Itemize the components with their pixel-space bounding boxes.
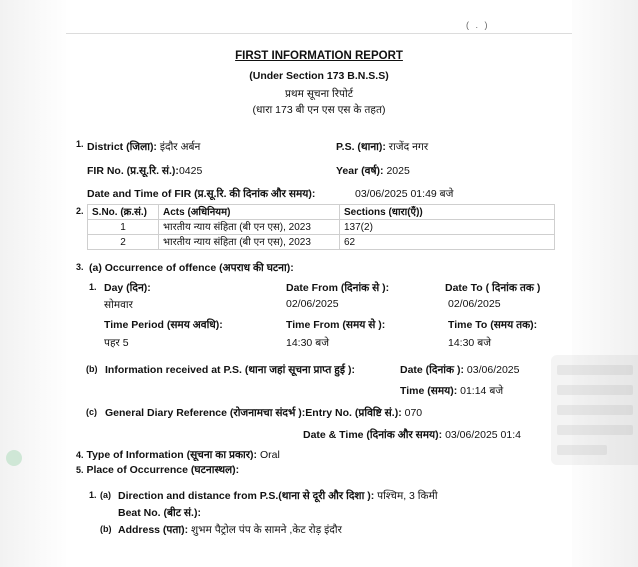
section4-row xyxy=(76,448,280,462)
occurrence-label: (a) Occurrence of offence (अपराध की घटना): xyxy=(89,262,294,274)
place-sub-number: 1. xyxy=(89,490,97,500)
direction-label: Direction and distance from P.S.(थाना से दूरी और दिशा ): xyxy=(118,490,375,502)
address-marker: (b) xyxy=(100,524,112,534)
overlay-line xyxy=(557,425,633,435)
district-row xyxy=(87,140,200,154)
ps-label: P.S. (थाना): xyxy=(336,141,386,153)
acts-cell-act: भारतीय न्याय संहिता (बी एन एस), 2023 xyxy=(159,220,340,235)
acts-cell-section: 137(2) xyxy=(340,220,555,235)
report-subtitle-hi-section: (धारा 173 बी एन एस एस के तहत) xyxy=(252,104,386,116)
year-label: Year (वर्ष): xyxy=(336,165,384,177)
overlay-line xyxy=(557,365,633,375)
acts-cell-section: 62 xyxy=(340,235,555,250)
fir-label: FIR No. (प्र.सू.रि. सं.): xyxy=(87,165,179,177)
time-period-value: पहर 5 xyxy=(104,337,129,349)
fir-datetime-label: Date and Time of FIR (प्र.सू.रि. की दिनांक और समय): xyxy=(87,188,316,200)
info-type-label: Type of Information (सूचना का प्रकार): xyxy=(86,449,258,461)
report-subtitle-en: (Under Section 173 B.N.S.S) xyxy=(249,70,389,82)
gd-datetime-row xyxy=(303,428,521,442)
gd-datetime-label: Date & Time (दिनांक और समय): xyxy=(303,429,443,441)
acts-header-sno: S.No. (क्र.सं.) xyxy=(88,205,159,220)
info-date-label: Date (दिनांक ): xyxy=(400,364,464,376)
page-top-divider xyxy=(66,33,572,34)
entry-label: Entry No. (प्रविष्टि सं.): xyxy=(305,407,402,419)
info-time-row xyxy=(400,384,503,398)
section5-row xyxy=(76,463,239,477)
direction-marker: (a) xyxy=(100,490,111,500)
overlay-line xyxy=(557,445,607,455)
section5-number: 5. xyxy=(76,465,84,475)
year-value: 2025 xyxy=(386,165,410,177)
ps-value: राजेंद नगर xyxy=(388,141,429,153)
ps-row xyxy=(336,140,428,154)
acts-cell-act: भारतीय न्याय संहिता (बी एन एस), 2023 xyxy=(159,235,340,250)
place-label: Place of Occurrence (घटनास्थल): xyxy=(86,464,240,476)
fir-row xyxy=(87,164,202,178)
acts-header-sections: Sections (धारा(एँ)) xyxy=(340,205,555,220)
gd-label: General Diary Reference (रोजनामचा संदर्भ ): xyxy=(105,407,306,419)
date-from-value: 02/06/2025 xyxy=(286,298,339,310)
overlay-line xyxy=(557,405,633,415)
direction-row xyxy=(118,489,438,503)
info-time-value: 01:14 बजे xyxy=(460,385,504,397)
report-subtitle-hi: प्रथम सूचना रिपोर्ट xyxy=(284,88,354,100)
overlay-line xyxy=(557,385,633,395)
acts-table xyxy=(87,204,555,250)
section2-number: 2. xyxy=(76,206,84,216)
year-row xyxy=(336,164,410,178)
section3-number: 3. xyxy=(76,262,84,272)
info-date-row xyxy=(400,363,519,377)
report-title: FIRST INFORMATION REPORT xyxy=(235,50,403,62)
section4-number: 4. xyxy=(76,450,84,460)
notification-overlay xyxy=(551,355,638,465)
fir-datetime-value: 03/06/2025 01:49 बजे xyxy=(355,188,454,200)
info-type-value: Oral xyxy=(259,449,280,461)
date-from-label: Date From (दिनांक से ): xyxy=(286,282,390,294)
gd-datetime-value: 03/06/2025 01:4 xyxy=(445,429,521,441)
day-value: सोमवार xyxy=(104,299,133,311)
time-to-label: Time To (समय तक): xyxy=(448,319,538,331)
district-label: District (जिला): xyxy=(87,141,157,153)
info-date-value: 03/06/2025 xyxy=(466,364,520,376)
table-row xyxy=(88,235,555,250)
date-to-label: Date To ( दिनांक तक ) xyxy=(445,282,541,294)
address-row xyxy=(118,523,342,537)
acts-cell-sno: 2 xyxy=(88,235,159,250)
info-received-marker: (b) xyxy=(86,364,98,374)
day-label: Day (दिन): xyxy=(104,282,151,294)
time-to-value: 14:30 बजे xyxy=(448,337,491,349)
time-from-value: 14:30 बजे xyxy=(286,337,329,349)
table-row xyxy=(88,220,555,235)
info-time-label: Time (समय): xyxy=(400,385,458,397)
gd-marker: (c) xyxy=(86,407,97,417)
acts-cell-sno: 1 xyxy=(88,220,159,235)
time-period-label: Time Period (समय अवधि): xyxy=(104,319,223,331)
acts-header-acts: Acts (अधिनियम) xyxy=(159,205,340,220)
direction-value: पश्चिम, 3 किमी xyxy=(377,490,438,502)
info-received-label: Information received at P.S. (थाना जहां सूचना प्राप्त हुई ): xyxy=(105,364,355,376)
day-number: 1. xyxy=(89,282,97,292)
address-label: Address (पता): xyxy=(118,524,189,536)
status-dot-icon xyxy=(6,450,22,466)
time-from-label: Time From (समय से ): xyxy=(286,319,386,331)
district-value: इंदौर अर्बन xyxy=(159,141,201,153)
beat-label: Beat No. (बीट सं.): xyxy=(118,507,201,519)
date-to-value: 02/06/2025 xyxy=(448,298,501,310)
acts-table-header-row xyxy=(88,205,555,220)
section1-number: 1. xyxy=(76,139,84,149)
fir-value: 0425 xyxy=(178,165,203,177)
page-header-fragment: ( . ) xyxy=(466,20,490,30)
gd-row xyxy=(105,406,422,420)
address-value: शुभम पैट्रोल पंप के सामने ,केट रोड़ इंदौर xyxy=(191,524,342,536)
entry-value: 070 xyxy=(404,407,423,419)
